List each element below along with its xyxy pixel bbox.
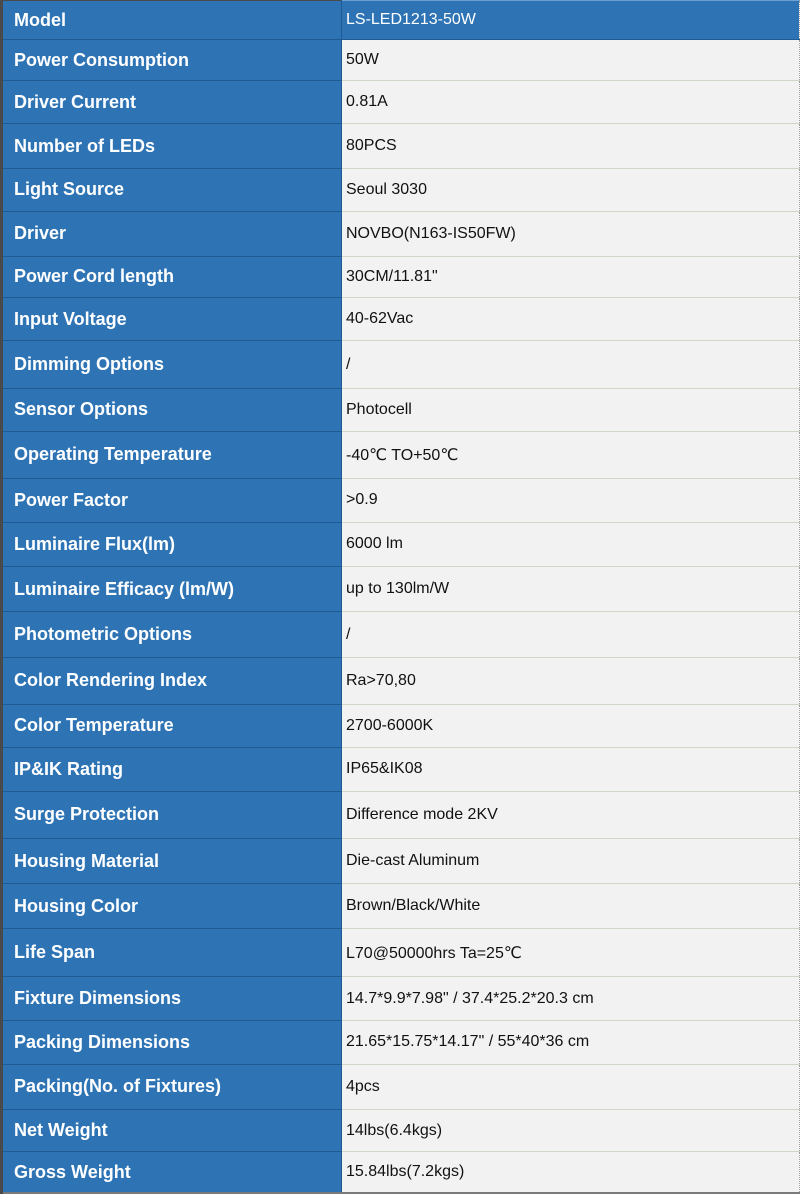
spec-label: Power Consumption: [2, 40, 342, 81]
spec-label: Photometric Options: [2, 612, 342, 658]
spec-row: [2, 747, 800, 791]
spec-label: Input Voltage: [2, 298, 342, 341]
spec-label: Life Span: [2, 929, 342, 977]
spec-value: -40℃ TO+50℃: [342, 431, 800, 478]
spec-label: Housing Color: [2, 884, 342, 929]
spec-label: Gross Weight: [2, 1152, 342, 1193]
spec-row: [2, 298, 800, 341]
spec-label: Packing(No. of Fixtures): [2, 1064, 342, 1109]
spec-label: Dimming Options: [2, 341, 342, 389]
spec-value: Difference mode 2KV: [342, 791, 800, 838]
spec-label: Power Cord length: [2, 256, 342, 297]
spec-row: [2, 1109, 800, 1151]
spec-row: [2, 612, 800, 658]
spec-row: [2, 124, 800, 168]
spec-row: [2, 884, 800, 929]
spec-value: Die-cast Aluminum: [342, 839, 800, 884]
spec-value: L70@50000hrs Ta=25℃: [342, 929, 800, 977]
spec-value: 14.7*9.9*7.98" / 37.4*25.2*20.3 cm: [342, 977, 800, 1020]
spec-value: 15.84lbs(7.2kgs): [342, 1152, 800, 1193]
spec-value: Photocell: [342, 389, 800, 431]
spec-value: Brown/Black/White: [342, 884, 800, 929]
spec-value: 6000 lm: [342, 522, 800, 566]
spec-label: Driver: [2, 211, 342, 256]
spec-row: [2, 389, 800, 431]
spec-row: [2, 1152, 800, 1193]
spec-value: /: [342, 341, 800, 389]
spec-row: [2, 341, 800, 389]
spec-row: [2, 478, 800, 522]
spec-label: Light Source: [2, 168, 342, 211]
spec-row: [2, 1064, 800, 1109]
spec-label: Surge Protection: [2, 791, 342, 838]
spec-value: up to 130lm/W: [342, 567, 800, 612]
spec-value: 30CM/11.81": [342, 256, 800, 297]
spec-row: [2, 256, 800, 297]
spec-row: [2, 929, 800, 977]
spec-label: Luminaire Efficacy (lm/W): [2, 567, 342, 612]
spec-value: IP65&IK08: [342, 747, 800, 791]
spec-row: [2, 168, 800, 211]
spec-row: [2, 81, 800, 124]
spec-label: Sensor Options: [2, 389, 342, 431]
spec-row: [2, 431, 800, 478]
spec-value: 40-62Vac: [342, 298, 800, 341]
spec-row: [2, 40, 800, 81]
spec-label: Packing Dimensions: [2, 1020, 342, 1064]
spec-value: Seoul 3030: [342, 168, 800, 211]
spec-label: Driver Current: [2, 81, 342, 124]
spec-value: 50W: [342, 40, 800, 81]
spec-row: [2, 658, 800, 704]
spec-row: [2, 1020, 800, 1064]
spec-value: 4pcs: [342, 1064, 800, 1109]
spec-value: 21.65*15.75*14.17" / 55*40*36 cm: [342, 1020, 800, 1064]
spec-label: Model: [2, 1, 342, 40]
spec-row: [2, 704, 800, 747]
spec-label: Color Rendering Index: [2, 658, 342, 704]
spec-value: 14lbs(6.4kgs): [342, 1109, 800, 1151]
spec-value: 80PCS: [342, 124, 800, 168]
spec-label: Housing Material: [2, 839, 342, 884]
spec-row-model: [2, 1, 800, 40]
spec-label: Luminaire Flux(lm): [2, 522, 342, 566]
spec-row: [2, 211, 800, 256]
spec-row: [2, 567, 800, 612]
spec-label: Number of LEDs: [2, 124, 342, 168]
spec-label: Fixture Dimensions: [2, 977, 342, 1020]
spec-label: Operating Temperature: [2, 431, 342, 478]
spec-value: 0.81A: [342, 81, 800, 124]
spec-value: 2700-6000K: [342, 704, 800, 747]
spec-label: Net Weight: [2, 1109, 342, 1151]
spec-value: >0.9: [342, 478, 800, 522]
spec-label: Power Factor: [2, 478, 342, 522]
spec-row: [2, 977, 800, 1020]
spec-row: [2, 791, 800, 838]
spec-value: NOVBO(N163-IS50FW): [342, 211, 800, 256]
spec-value: /: [342, 612, 800, 658]
spec-label: Color Temperature: [2, 704, 342, 747]
spec-row: [2, 839, 800, 884]
spec-row: [2, 522, 800, 566]
spec-label: IP&IK Rating: [2, 747, 342, 791]
spec-value: Ra>70,80: [342, 658, 800, 704]
spec-value: LS-LED1213-50W: [342, 1, 800, 40]
